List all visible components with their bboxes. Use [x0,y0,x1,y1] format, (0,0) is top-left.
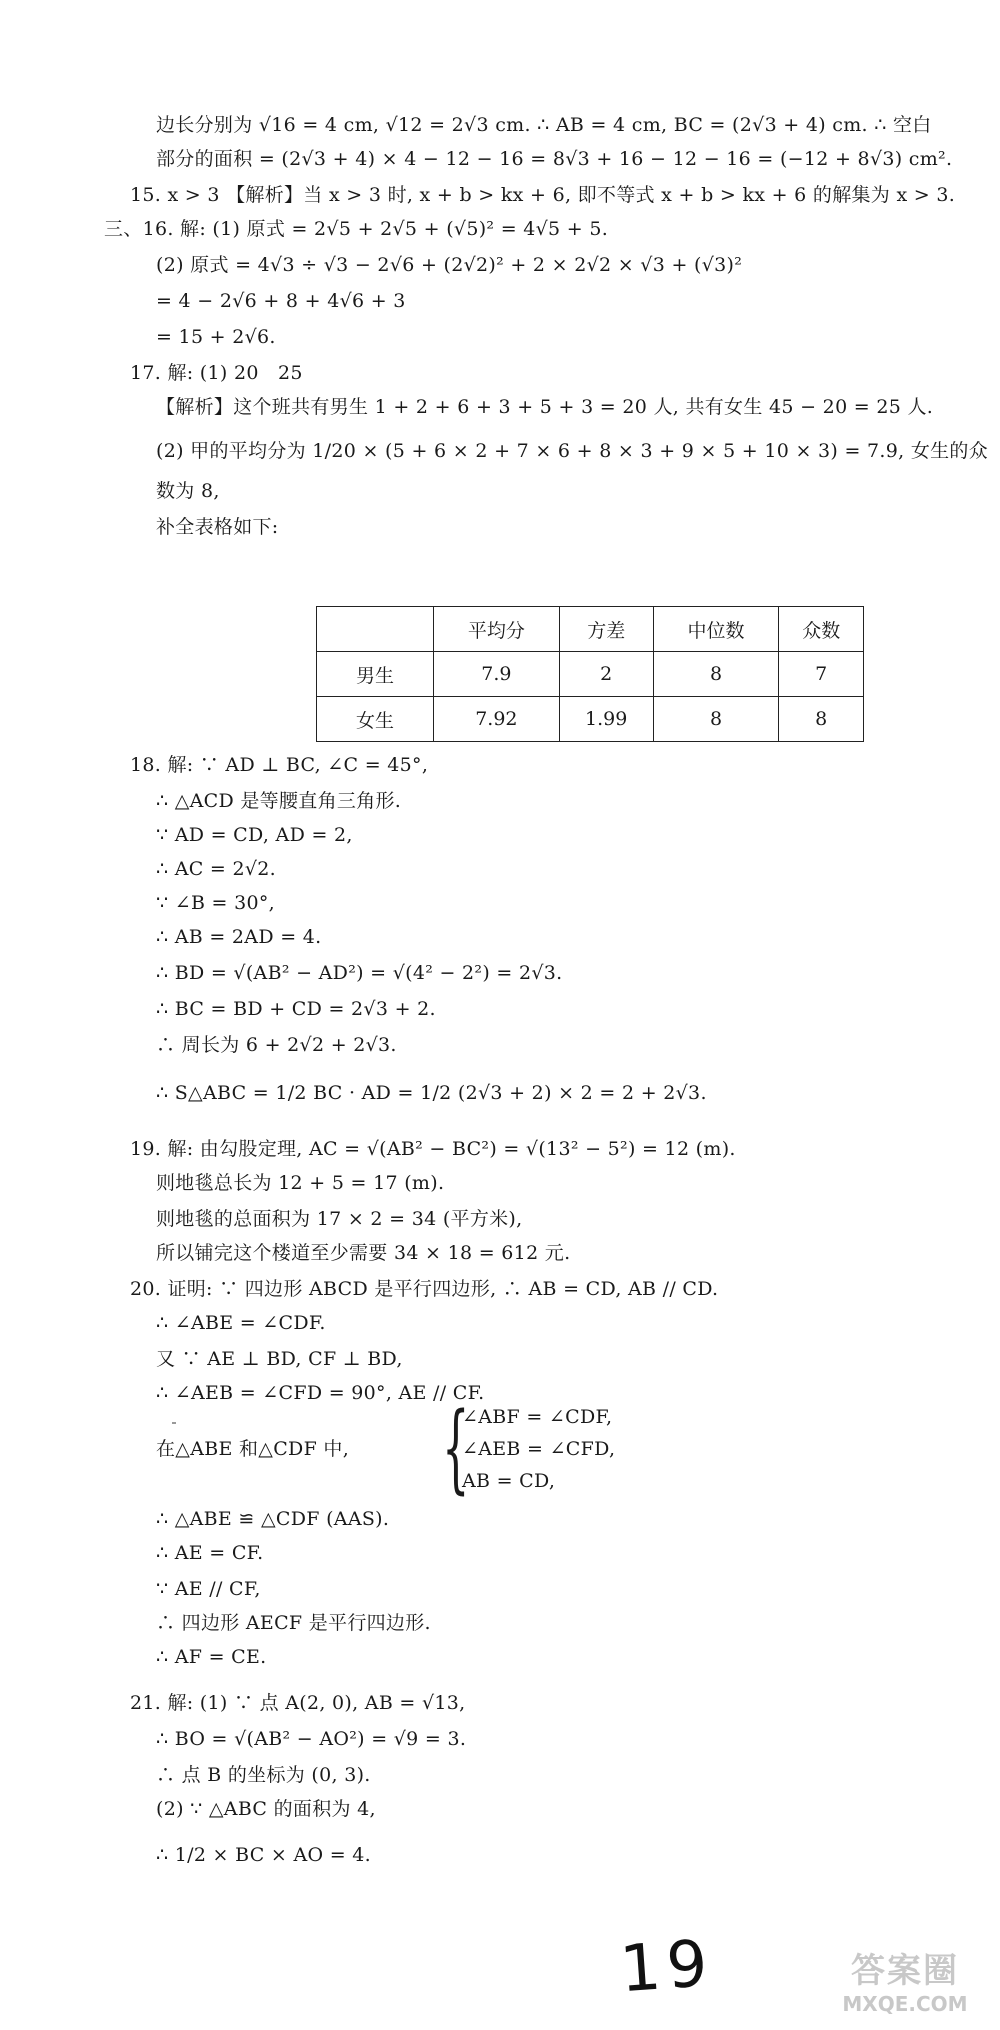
text-line: 则地毯总长为 12 + 5 = 17 (m). [156,1172,445,1194]
watermark-top-text: 答案圈 [851,1951,959,1991]
table-cell: 8 [653,697,779,742]
text-line: ∴ 周长为 6 + 2√2 + 2√3. [156,1034,397,1056]
text-line: ∴ 点 B 的坐标为 (0, 3). [156,1764,371,1786]
table-cell: 8 [779,697,864,742]
text-line: ∴ BO = √(AB² − AO²) = √9 = 3. [156,1728,467,1750]
text-line: ∴ 1/2 × BC × AO = 4. [156,1844,371,1866]
text-line: 所以铺完这个楼道至少需要 34 × 18 = 612 元. [156,1242,571,1264]
table-header-cell: 众数 [779,607,864,652]
text-line: 部分的面积 = (2√3 + 4) × 4 − 12 − 16 = 8√3 + 16 − 12 − 16 = (−12 + 8√3) cm². [156,148,953,170]
table-header-cell: 方差 [559,607,653,652]
table-cell: 女生 [317,697,434,742]
text-line: ∴ AF = CE. [156,1646,267,1668]
text-line: ∵ AD = CD, AD = 2, [156,824,353,846]
text-line: ∴ BD = √(AB² − AD²) = √(4² − 2²) = 2√3. [156,962,563,984]
watermark-bottom-text: MXQE.COM [842,1992,968,2016]
text-line: 15. x > 3 【解析】当 x > 3 时, x + b > kx + 6, 即不等式 x + b > kx + 6 的解集为 x > 3. [130,184,956,206]
table-header-cell: 平均分 [434,607,560,652]
watermark-logo [820,1950,990,2026]
table-row [317,652,864,697]
table-cell: 7.9 [434,652,560,697]
text-line: ∵ AE // CF, [156,1578,261,1600]
system-line: AB = CD, [462,1470,556,1492]
text-line: = 4 − 2√6 + 8 + 4√6 + 3 [156,290,406,312]
table-cell: 男生 [317,652,434,697]
text-line: ∴ BC = BD + CD = 2√3 + 2. [156,998,436,1020]
text-line: 在△ABE 和△CDF 中, [156,1438,350,1460]
table-row [317,697,864,742]
text-line: 19. 解: 由勾股定理, AC = √(AB² − BC²) = √(13² − 5²) = 12 (m). [130,1138,736,1160]
text-line: ∴ AB = 2AD = 4. [156,926,322,948]
text-line: 三、16. 解: (1) 原式 = 2√5 + 2√5 + (√5)² = 4√5 + 5. [104,218,609,240]
text-line: ∴ ∠ABE = ∠CDF. [156,1312,326,1334]
text-line: 边长分别为 √16 = 4 cm, √12 = 2√3 cm. ∴ AB = 4 cm, BC = (2√3 + 4) cm. ∴ 空白 [156,114,932,136]
text-line: (2) ∵ △ABC 的面积为 4, [156,1798,376,1820]
system-line: ∠AEB = ∠CFD, [462,1438,616,1460]
scan-speck [172,1422,176,1424]
text-line: ∴ △ACD 是等腰直角三角形. [156,790,402,812]
text-line: ∴ 四边形 AECF 是平行四边形. [156,1612,431,1634]
text-line: 数为 8, [156,480,220,502]
text-line: (2) 原式 = 4√3 ÷ √3 − 2√6 + (2√2)² + 2 × 2√2 × √3 + (√3)² [156,254,743,276]
text-line: 17. 解: (1) 20 25 [130,362,303,384]
text-line: 【解析】这个班共有男生 1 + 2 + 6 + 3 + 5 + 3 = 20 人, 共有女生 45 − 20 = 25 人. [156,396,934,418]
text-line: 20. 证明: ∵ 四边形 ABCD 是平行四边形, ∴ AB = CD, AB // CD. [130,1278,719,1300]
left-brace: { [442,1392,470,1504]
text-line: ∵ ∠B = 30°, [156,892,276,914]
table-cell: 7 [779,652,864,697]
text-line: ∴ AE = CF. [156,1542,264,1564]
handwritten-page-number: 19 [617,1926,716,2008]
table-header-cell: 中位数 [653,607,779,652]
text-line: 18. 解: ∵ AD ⊥ BC, ∠C = 45°, [130,754,429,776]
text-line: (2) 甲的平均分为 1/20 × (5 + 6 × 2 + 7 × 6 + 8 × 3 + 9 × 5 + 10 × 3) = 7.9, 女生的众 [156,440,989,462]
table-cell: 8 [653,652,779,697]
text-line: 又 ∵ AE ⊥ BD, CF ⊥ BD, [156,1348,403,1370]
table-cell: 1.99 [559,697,653,742]
table-cell: 2 [559,652,653,697]
table-header-cell [317,607,434,652]
text-line: 21. 解: (1) ∵ 点 A(2, 0), AB = √13, [130,1692,466,1714]
score-table [316,606,864,742]
text-line: ∴ △ABE ≌ △CDF (AAS). [156,1508,390,1530]
system-line: ∠ABF = ∠CDF, [462,1406,613,1428]
text-line: = 15 + 2√6. [156,326,276,348]
table-cell: 7.92 [434,697,560,742]
text-line: ∴ S△ABC = 1/2 BC · AD = 1/2 (2√3 + 2) × 2 = 2 + 2√3. [156,1082,707,1104]
table-header-row [317,607,864,652]
text-line: 补全表格如下: [156,516,279,538]
text-line: ∴ AC = 2√2. [156,858,277,880]
text-line: ∴ ∠AEB = ∠CFD = 90°, AE // CF. [156,1382,485,1404]
text-line: 则地毯的总面积为 17 × 2 = 34 (平方米), [156,1208,523,1230]
